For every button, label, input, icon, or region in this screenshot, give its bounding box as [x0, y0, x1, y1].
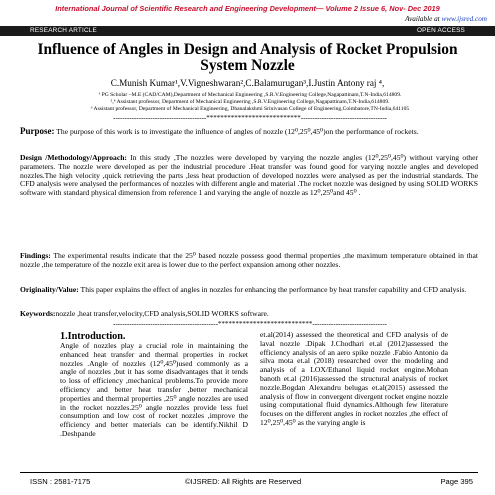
purpose-paragraph — [20, 127, 478, 137]
findings-text: The experimental results indicate that the 25⁰ based nozzle possess good thermal properties ,the maximum temperature obtained in that nozzle ,the temperature of the nozzle exit area is lower due to the perfect expansion among other nozzles. — [20, 251, 478, 269]
keywords-label: Keywords: — [20, 309, 56, 318]
purpose-text: The purpose of this work is to investigate the influence of angles of nozzle (12⁰,25⁰,45⁰)on the performance of rockets. — [54, 127, 419, 136]
purpose-label: Purpose: — [20, 126, 55, 136]
open-access-label: OPEN ACCESS — [416, 27, 465, 34]
footer-rule — [20, 472, 478, 473]
available-prefix: Available at — [405, 15, 442, 23]
affiliation-3: ³ Assistant professor, Department of Mechanical Engineering, Dhanalakshmi Srinivasan College of Engineering,Coimbatore,TN-India,641105 — [90, 106, 410, 112]
availability-line — [405, 15, 487, 23]
design-label: Design /Methodology/Approach: — [20, 153, 127, 162]
keywords-paragraph — [20, 310, 478, 319]
keywords-text: nozzle ,heat transfer,velocity,CFD analysis,SOLID WORKS software. — [55, 309, 269, 318]
article-banner — [0, 26, 495, 36]
issn-label: ISSN : 2581-7175 — [30, 477, 91, 486]
intro-heading: 1.Introduction. — [60, 331, 126, 342]
journal-url-link[interactable]: www.ijsred.com — [441, 15, 487, 23]
findings-paragraph — [20, 252, 478, 270]
separator-top: ----------------------------------------***************************------------------------------------- — [113, 114, 387, 122]
findings-label: Findings: — [20, 251, 51, 260]
rights-label: ©IJSRED: All Rights are Reserved — [185, 477, 302, 486]
journal-header: International Journal of Scientific Research and Engineering Development— Volume 2 Issue 6, Nov- Dec 2019 — [55, 4, 440, 13]
page-number: Page 395 — [440, 477, 473, 486]
authors-line: C.Munish Kumar¹,V.Vigneshwaran²,C.Balamurugan³,I.Justin Antony raj ⁴, — [110, 78, 385, 88]
article-type-label: RESEARCH ARTICLE — [30, 27, 98, 34]
separator-bottom: ---------------------------------------------***************************-------------------------------- — [113, 320, 387, 328]
design-text: In this study ,The nozzles were developed by varying the nozzle angles (12⁰,25⁰,45⁰) without varying other parameters. The nozzle were developed as per the industrial procedure .Heat transfer was found good for varying nozzle angles and developed nozzles.The high velocity ,quick retrieving the parts ,less heat production of developed nozzles were analysed as per the industrial standards. The CFD analysis were analysed the performances of nozzles with different angle and material .The rocket nozzle was designed by using SOLID WORKS software with standard physical dimension from reference 1 and varying the angle of nozzle as 12⁰,25⁰and 45⁰ . — [20, 153, 478, 198]
affiliation-1: ¹ PG Scholar –M.E (CAD/CAM),Department of Mechanical Engineering ,S.R.V.Engineering College,Nagapattinam,T.N-India,614809. — [98, 92, 402, 98]
paper-title: Influence of Angles in Design and Analysis of Rocket Propulsion System Nozzle — [37, 41, 458, 74]
originality-text: This paper explains the effect of angles in nozzles for enhancing the performance by heat transfer capability and CFD analysis. — [78, 285, 467, 294]
design-paragraph — [20, 154, 478, 198]
affiliation-2: ²,⁴ Assistant professor, Department of Mechanical Engineering ,S.R.V.Engineering College,Nagapattinam,T.N-India,614809. — [110, 99, 390, 105]
intro-left-text: Angle of nozzles play a crucial role in maintaining the enhanced heat transfer and thermal properties in rocket nozzles .Angle of nozzles (12⁰,45⁰)used commonly as a angle of nozzles ,but it has some disadvantages that it tends to loss of efficiency ,mechanical problems.To provide more efficiency and better heat transfer ,better mechanical properties and thermal properties ,25⁰ angle nozzles are used in the rocket nozzles.25⁰ angle nozzles provide less fuel consumption and low cost of rocket nozzles ,improve the efficiency and better materials can be identify.Nikhil D .Deshpande — [60, 341, 248, 438]
originality-label: Originality/Value: — [20, 285, 79, 294]
intro-right-text: et.al(2014) assessed the theoretical and CFD analysis of de laval nozzle .Dipak J.Chodhari et.al (2012)assessed the efficiency analysis of an aero spike nozzle .Fabio Antonio da silva mota et.al (2018) researched over the modeling and analysis of a LOX/Ethanol liquid rocket engine.Mohan banoth et.al (2016)assessed the structural analysis of rocket nozzle.Bogdan Alexandru belugas et.al(2015) assessed the analysis of flow in convergent divergent rocket engine nozzle using computational fluid dynamics.Although few literature focuses on the different angles in rocket nozzles ,the effect of 12⁰,25⁰,45⁰ as the varying angle is — [260, 330, 448, 427]
intro-left-column — [60, 331, 248, 439]
originality-paragraph — [20, 286, 478, 295]
